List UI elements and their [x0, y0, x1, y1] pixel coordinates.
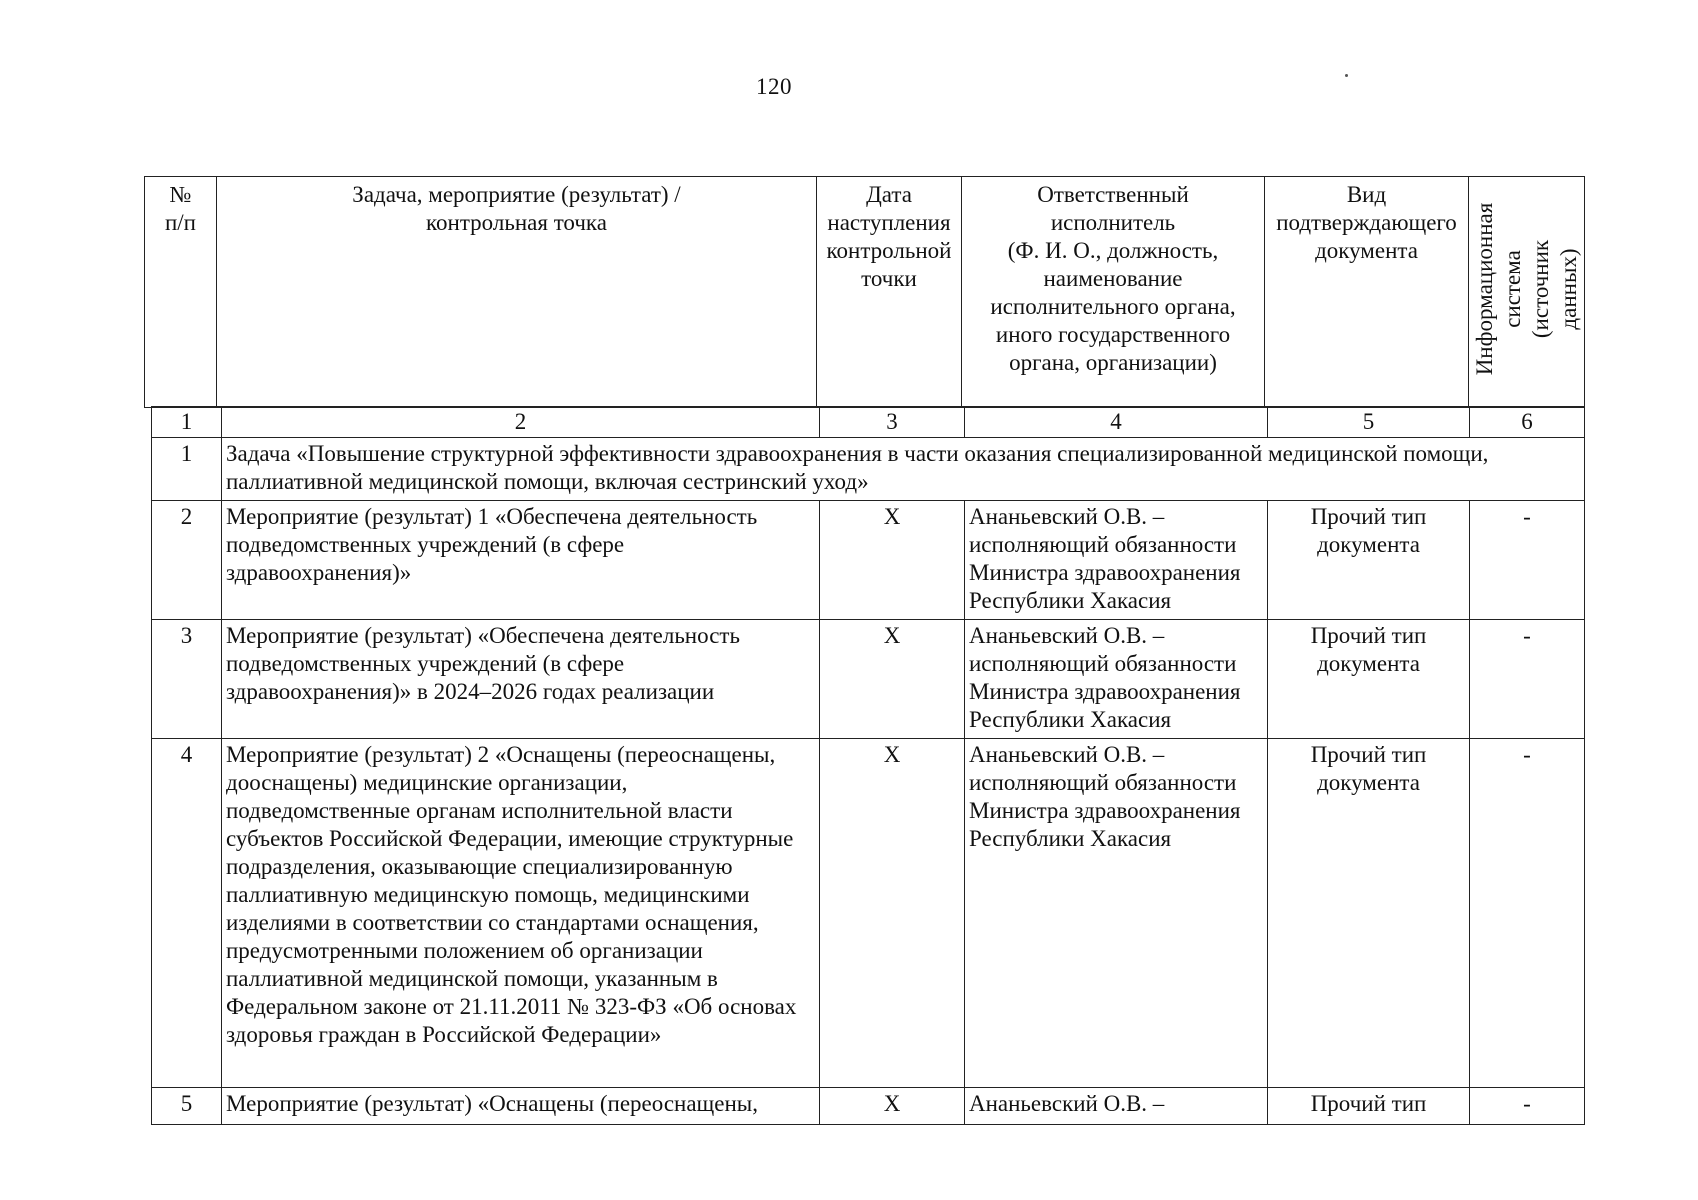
header-col-responsible: Ответственный исполнитель (Ф. И. О., должность, наименование исполнительного органа, иного государственного органа, организации)	[962, 177, 1265, 408]
activity-text: Мероприятие (результат) 1 «Обеспечена деятельность подведомственных учреждений (в сфере здравоохранения)»	[222, 501, 820, 620]
date-cell: X	[820, 501, 965, 620]
row-number: 4	[152, 739, 222, 1088]
info-system-cell: -	[1470, 620, 1585, 739]
column-number: 5	[1268, 407, 1470, 438]
info-system-cell: -	[1470, 1088, 1585, 1125]
header-col-document: Вид подтверждающего документа	[1265, 177, 1469, 408]
table-row	[152, 1088, 1585, 1125]
document-type-cell: Прочий тип документа	[1268, 620, 1470, 739]
column-number: 3	[820, 407, 965, 438]
column-number: 6	[1470, 407, 1585, 438]
date-cell: X	[820, 620, 965, 739]
column-number: 4	[965, 407, 1268, 438]
task-row	[152, 438, 1585, 501]
column-number: 2	[222, 407, 820, 438]
document-type-cell: Прочий тип документа	[1268, 501, 1470, 620]
table-header	[144, 176, 1585, 408]
activity-text: Мероприятие (результат) «Оснащены (переоснащены,	[222, 1088, 820, 1125]
table-body	[151, 406, 1585, 1125]
responsible-cell: Ананьевский О.В. – исполняющий обязанности Министра здравоохранения Республики Хакасия	[965, 501, 1268, 620]
header-col-task: Задача, мероприятие (результат) / контрольная точка	[217, 177, 817, 408]
responsible-cell: Ананьевский О.В. – исполняющий обязанности Министра здравоохранения Республики Хакасия	[965, 620, 1268, 739]
column-number: 1	[152, 407, 222, 438]
column-number-row	[152, 407, 1585, 438]
header-col-date: Дата наступления контрольной точки	[817, 177, 962, 408]
document-type-cell: Прочий тип документа	[1268, 739, 1470, 1088]
table-row	[152, 620, 1585, 739]
info-system-cell: -	[1470, 501, 1585, 620]
row-number: 3	[152, 620, 222, 739]
table-row	[152, 739, 1585, 1088]
scan-speck	[1345, 74, 1348, 77]
task-text: Задача «Повышение структурной эффективности здравоохранения в части оказания специализированной медицинской помощи, паллиативной медицинской помощи, включая сестринский уход»	[222, 438, 1585, 501]
header-col-number: № п/п	[145, 177, 217, 408]
page-number: 120	[756, 74, 792, 99]
row-number: 2	[152, 501, 222, 620]
activity-text: Мероприятие (результат) «Обеспечена деятельность подведомственных учреждений (в сфере здравоохранения)» в 2024–2026 годах реализации	[222, 620, 820, 739]
table-row	[152, 501, 1585, 620]
responsible-cell: Ананьевский О.В. –	[965, 1088, 1268, 1125]
activity-text: Мероприятие (результат) 2 «Оснащены (переоснащены, дооснащены) медицинские организации, подведомственные органам исполнительной власти субъектов Российской Федерации, имеющие структурные подразделения, оказывающие специализированную паллиативную медицинскую помощь, медицинскими изделиями в соответствии со стандартами оснащения, предусмотренными положением об организации паллиативной медицинской помощи, указанным в Федеральном законе от 21.11.2011 № 323-ФЗ «Об основах здоровья граждан в Российской Федерации»	[222, 739, 820, 1088]
date-cell: X	[820, 1088, 965, 1125]
info-system-cell: -	[1470, 739, 1585, 1088]
date-cell: X	[820, 739, 965, 1088]
responsible-cell: Ананьевский О.В. – исполняющий обязанности Министра здравоохранения Республики Хакасия	[965, 739, 1268, 1088]
row-number: 5	[152, 1088, 222, 1125]
document-type-cell: Прочий тип	[1268, 1088, 1470, 1125]
header-col-info-system: Информационная система (источник данных)	[1469, 177, 1585, 408]
row-number: 1	[152, 438, 222, 501]
